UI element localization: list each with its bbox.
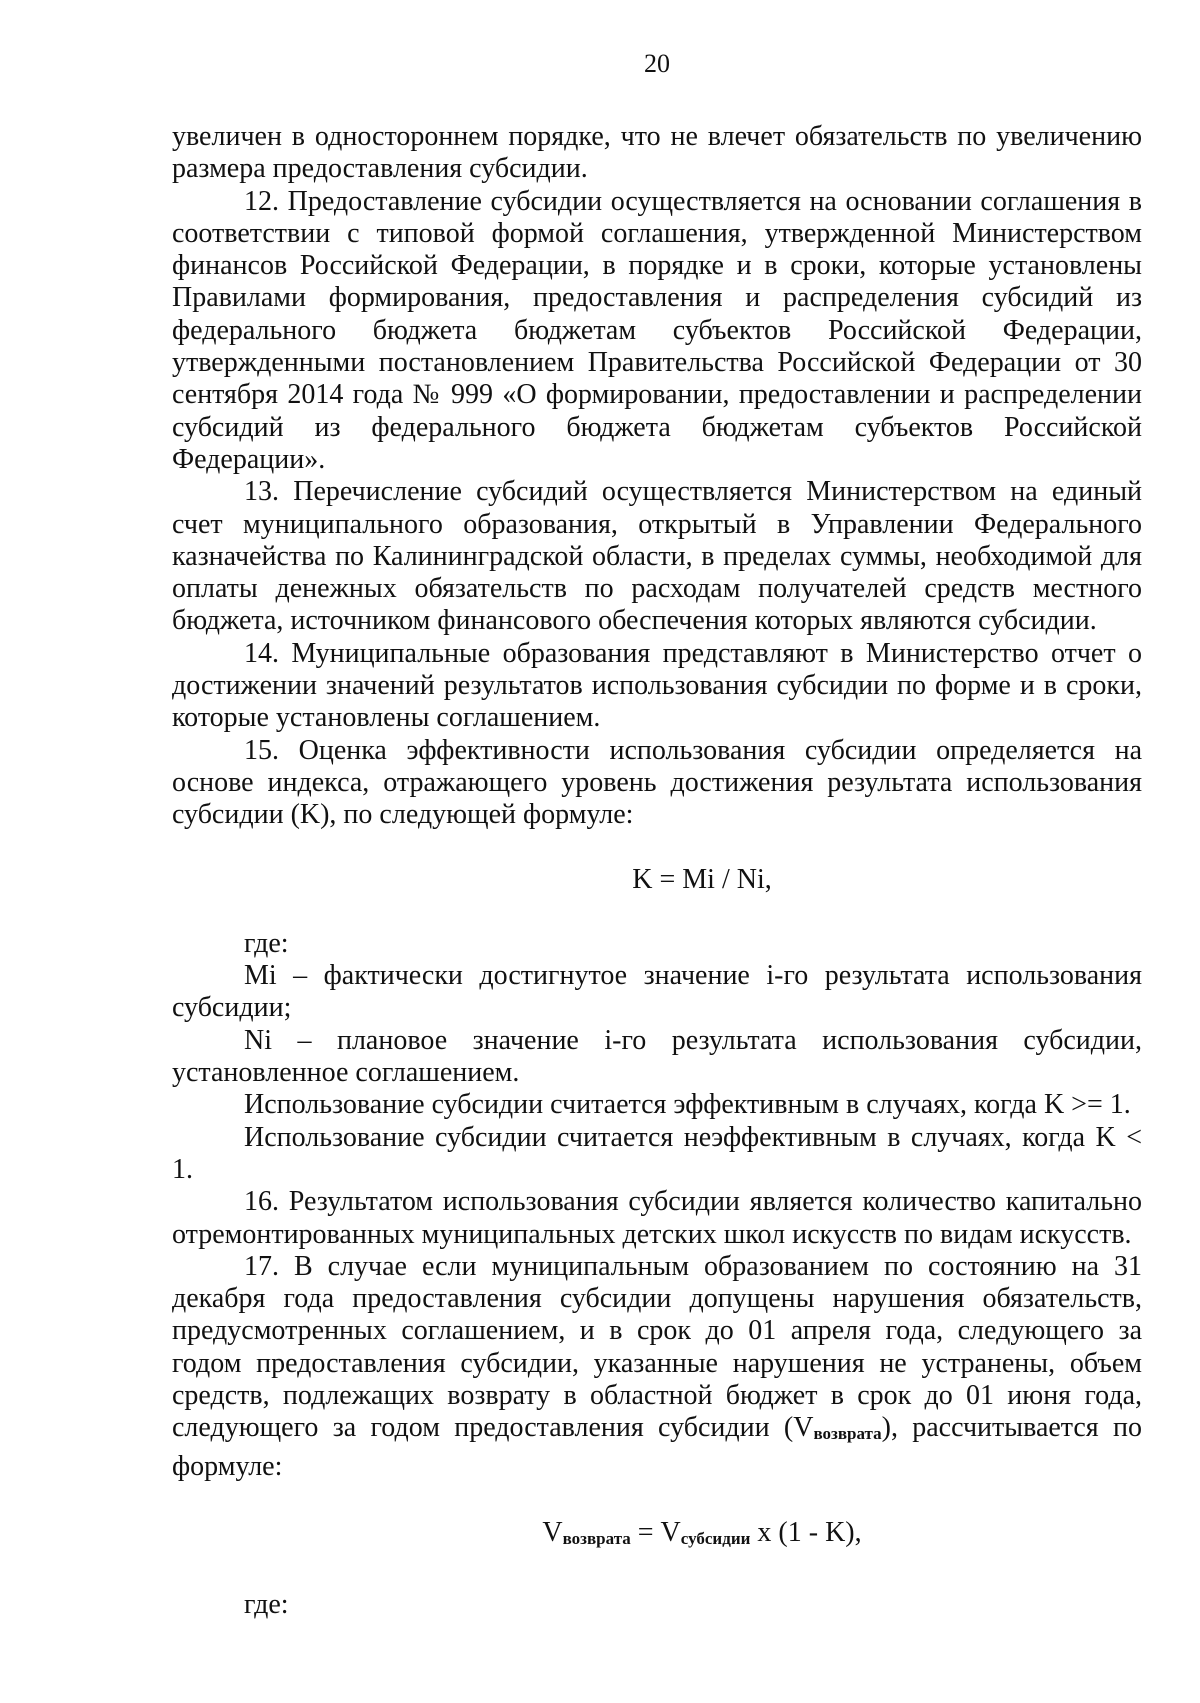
formula-k: K = Mi / Ni, [632,863,772,895]
paragraph-13: 13. Перечисление субсидий осуществляется Министерством на единый счет муниципального образования, открытый в Управлении Федерального казначейства по Калининградской области, в пределах суммы, необходимой для оплаты денежных обязательств по расходам получателей средств местного бюджета, источником финансового обеспечения которых являются субсидии. [172,476,1142,637]
paragraph-17-end: ), рассчитывается по формуле: [172,1412,1142,1482]
paragraph-15: 15. Оценка эффективности использования субсидии определяется на основе индекса, отражающего уровень достижения результата использования субсидии (K), по следующей формуле: [172,734,1142,831]
paragraph-12: 12. Предоставление субсидии осуществляется на основании соглашения в соответствии с типовой формой соглашения, утвержденной Министерством финансов Российской Федерации, в порядке и в сроки, которые установлены Правилами формирования, предоставления и распределения субсидий из федерального бюджета бюджетам субъектов Российской Федерации, утвержденными постановлением Правительства Российской Федерации от 30 сентября 2014 года № 999 «О формировании, предоставлении и распределении субсидий из федерального бюджета бюджетам субъектов Российской Федерации». [172,185,1142,475]
where-label-1: где: [244,927,289,959]
formula-v-return-subscript: возврата [562,1528,631,1548]
page-number: 20 [644,49,670,78]
mi-definition: Mi – фактически достигнутое значение i-го результата использования субсидии; [172,960,1142,1024]
effective-condition: Использование субсидии считается эффективным в случаях, когда K >= 1. [244,1089,1131,1121]
paragraph-17-subscript: возврата [813,1424,882,1444]
paragraph-16: 16. Результатом использования субсидии является количество капитально отремонтированных муниципальных детских школ искусств по видам искусств. [172,1186,1142,1250]
formula-tail: x (1 - K), [750,1516,862,1548]
ni-definition: Ni – плановое значение i-го результата использования субсидии, установленное соглашением. [172,1024,1142,1089]
formula-equals-v: = V [630,1516,681,1548]
document-body [172,121,1142,1621]
paragraph-14: 14. Муниципальные образования представляют в Министерство отчет о достижении значений результатов использования субсидии по форме и в сроки, которые установлены соглашением. [172,637,1142,734]
ineffective-condition: Использование субсидии считается неэффективным в случаях, когда K < 1. [172,1121,1142,1185]
formula-v-return [172,1517,1142,1555]
paragraph-17-text: 17. В случае если муниципальным образованием по состоянию на 31 декабря года предоставления субсидии допущены нарушения обязательств, предусмотренных соглашением, и в срок до 01 апреля года, следующего за годом предоставления субсидии, указанные нарушения не устранены, объем средств, подлежащих возврату в областной бюджет в срок до 01 июня года, следующего за годом предоставления субсидии (V [172,1250,1142,1444]
where-label-2: где: [244,1589,289,1621]
formula-v-subsidy-subscript: субсидии [680,1528,751,1548]
paragraph-continuation: увеличен в одностороннем порядке, что не влечет обязательств по увеличению размера предоставления субсидии. [172,121,1142,185]
formula-v-return-symbol: V [542,1516,563,1548]
paragraph-17 [172,1251,1142,1483]
